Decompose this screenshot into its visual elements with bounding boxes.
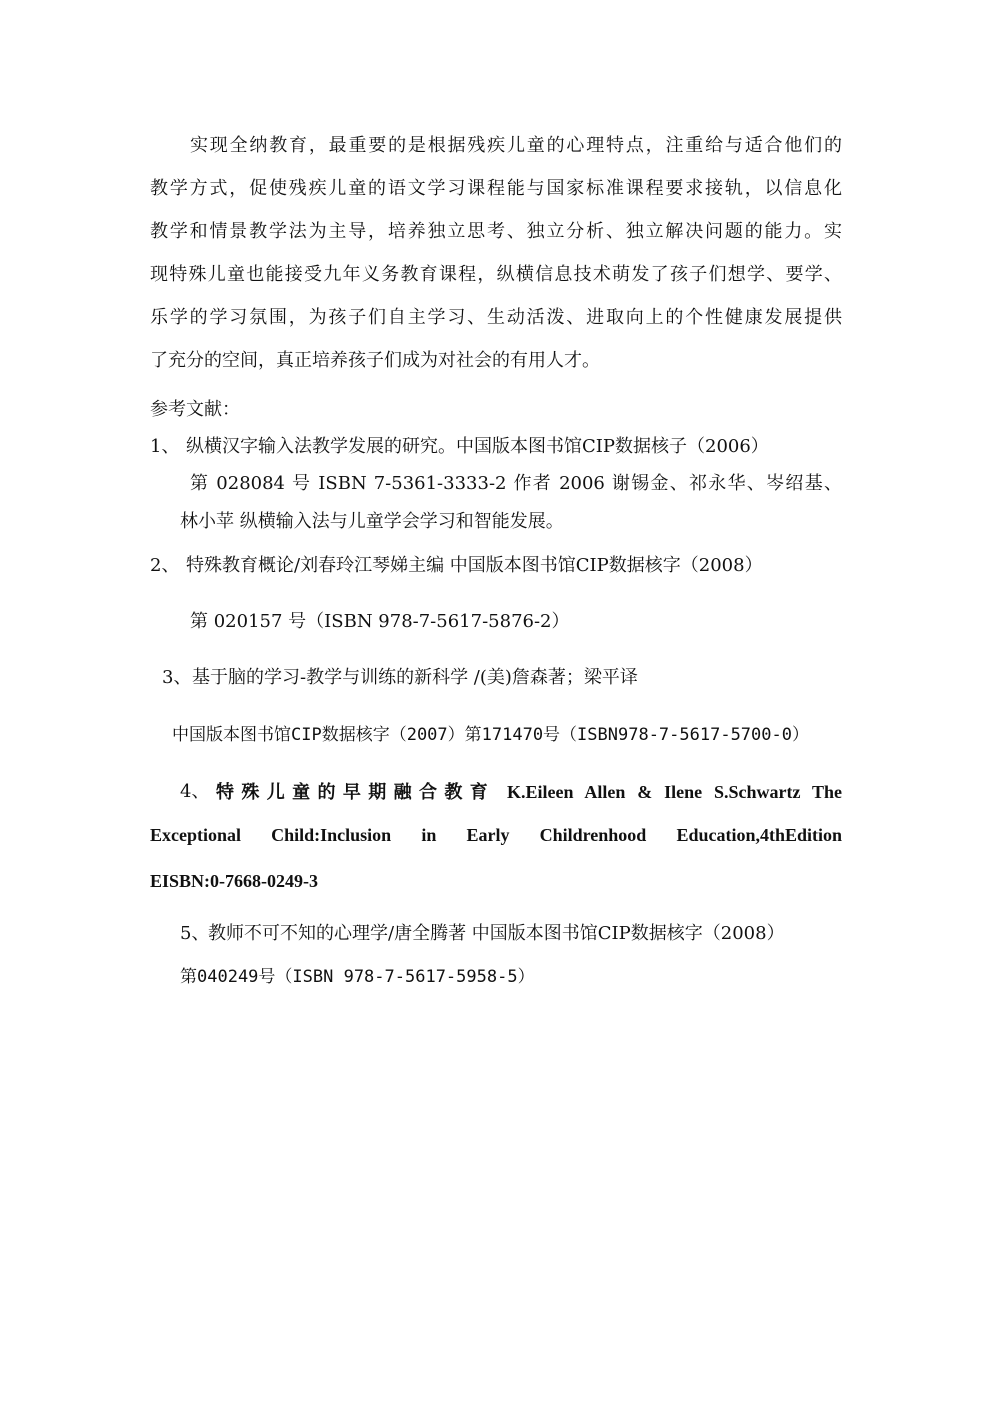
reference-1-line-2: 第 028084 号 ISBN 7-5361-3333-2 作者 2006 谢锡金、祁永华、岑绍基、 bbox=[190, 473, 842, 494]
reference-4-line-2: Exceptional Child:Inclusion in Early Childrenhood Education,4thEdition bbox=[150, 825, 842, 845]
reference-4-line-3: EISBN:0-7668-0249-3 bbox=[150, 871, 319, 891]
body-paragraph-line-1: 实现全纳教育，最重要的是根据残疾儿童的心理特点，注重给与适合他们的 bbox=[190, 135, 842, 156]
reference-1-line-1: 纵横汉字输入法教学发展的研究。中国版本图书馆CIP数据核子（2006） bbox=[186, 436, 769, 457]
reference-2-number: 2、 bbox=[150, 555, 180, 576]
reference-2-line-2: 第 020157 号（ISBN 978-7-5617-5876-2） bbox=[190, 611, 570, 632]
reference-4-line-1: 特殊儿童的早期融合教育 K.Eileen Allen & Ilene S.Schwartz The bbox=[216, 782, 842, 802]
reference-4-number: 4、 bbox=[180, 781, 210, 802]
body-paragraph-line-4: 现特殊儿童也能接受九年义务教育课程，纵横信息技术萌发了孩子们想学、要学、 bbox=[150, 264, 842, 285]
reference-2-line-1: 特殊教育概论/刘春玲江琴娣主编 中国版本图书馆CIP数据核字（2008） bbox=[186, 555, 763, 576]
references-heading: 参考文献： bbox=[150, 399, 240, 420]
reference-5-line-1: 教师不可不知的心理学/唐全腾著 中国版本图书馆CIP数据核字（2008） bbox=[208, 923, 785, 944]
reference-5-number: 5、 bbox=[180, 923, 210, 944]
body-paragraph-line-6: 了充分的空间，真正培养孩子们成为对社会的有用人才。 bbox=[150, 350, 600, 371]
body-paragraph-line-2: 教学方式，促使残疾儿童的语文学习课程能与国家标准课程要求接轨，以信息化 bbox=[150, 178, 842, 199]
body-paragraph-line-5: 乐学的学习氛围，为孩子们自主学习、生动活泼、进取向上的个性健康发展提供 bbox=[150, 307, 842, 328]
reference-5-line-2: 第040249号（ISBN 978-7-5617-5958-5） bbox=[180, 967, 535, 987]
reference-3-line-2: 中国版本图书馆CIP数据核字（2007）第171470号（ISBN978-7-5617-5700-0） bbox=[172, 725, 809, 745]
reference-3-number: 3、 bbox=[162, 667, 192, 688]
reference-1-line-3: 林小苹 纵横输入法与儿童学会学习和智能发展。 bbox=[180, 511, 564, 532]
reference-1-number: 1、 bbox=[150, 436, 180, 457]
body-paragraph-line-3: 教学和情景教学法为主导，培养独立思考、独立分析、独立解决问题的能力。实 bbox=[150, 221, 842, 242]
reference-3-line-1: 基于脑的学习-教学与训练的新科学 /(美)詹森著；梁平译 bbox=[192, 667, 638, 688]
